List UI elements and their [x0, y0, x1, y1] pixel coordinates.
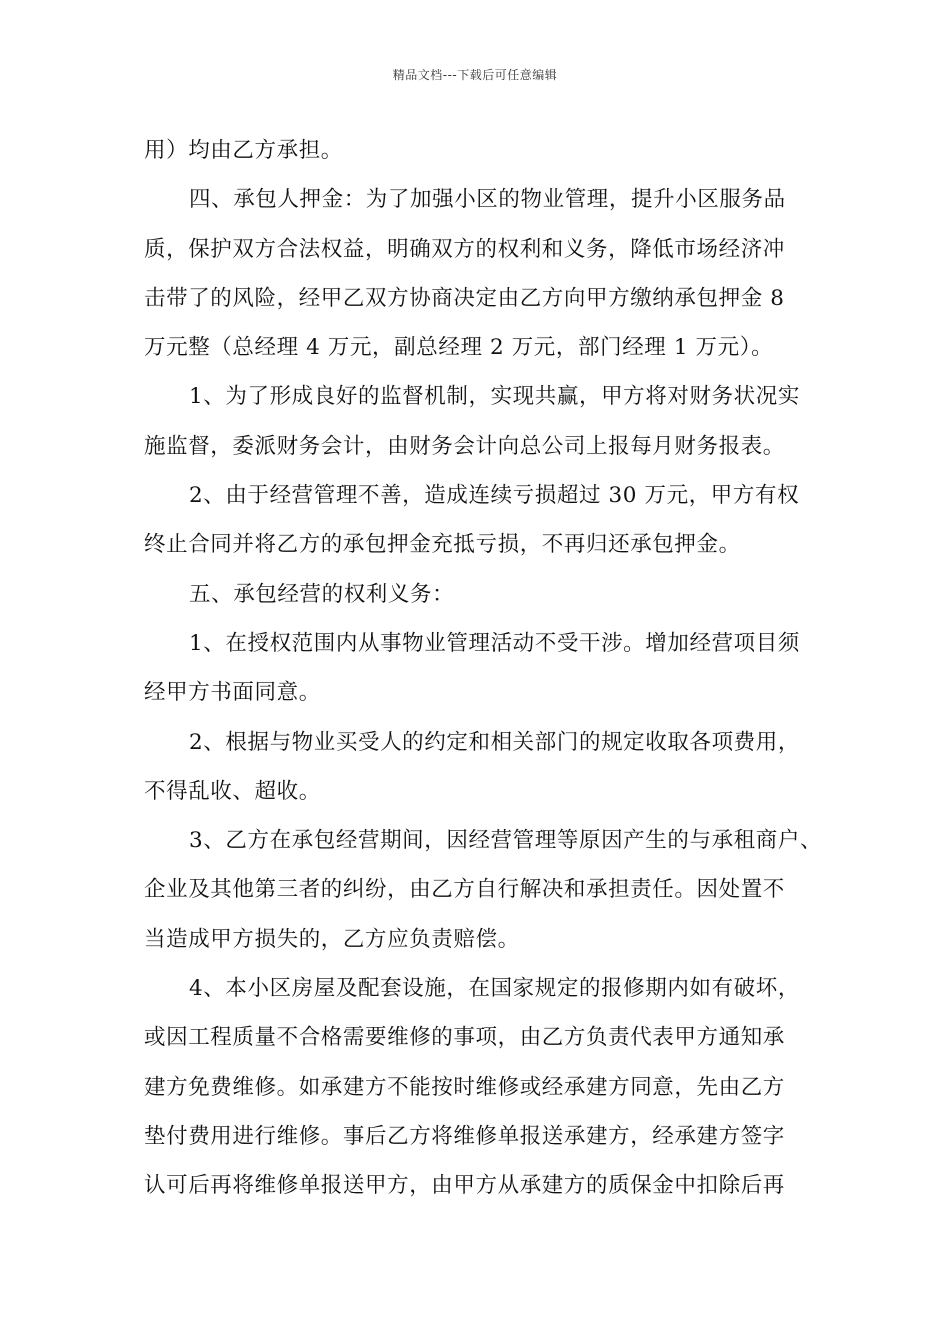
text-line: 认可后再将维修单报送甲方，由甲方从承建方的质保金中扣除后再: [144, 1173, 785, 1199]
text-line: 击带了的风险，经甲乙双方协商决定由乙方向甲方缴纳承包押金 8: [144, 285, 785, 311]
text-line: 或因工程质量不合格需要维修的事项，由乙方负责代表甲方通知承: [144, 1025, 785, 1051]
text-line: 1、为了形成良好的监督机制，实现共赢，甲方将对财务状况实: [189, 384, 800, 410]
text-line: 用）均由乙方承担。: [144, 138, 343, 163]
text-line: 2、由于经营管理不善，造成连续亏损超过 30 万元，甲方有权: [189, 483, 800, 509]
text-line: 垫付费用进行维修。事后乙方将维修单报送承建方，经承建方签字: [144, 1123, 785, 1149]
text-line: 质，保护双方合法权益，明确双方的权利和义务，降低市场经济冲: [144, 236, 785, 262]
text-line: 4、本小区房屋及配套设施，在国家规定的报修期内如有破坏，: [189, 976, 800, 1002]
page-header: 精品文档---下载后可任意编辑: [392, 68, 558, 82]
document-body: [144, 131, 823, 1216]
text-line: 不得乱收、超收。: [144, 778, 321, 804]
text-line: 3、乙方在承包经营期间，因经营管理等原因产生的与承租商户、: [189, 828, 823, 854]
text-line: 建方免费维修。如承建方不能按时维修或经承建方同意，先由乙方: [144, 1074, 785, 1100]
text-line: 施监督，委派财务会计，由财务会计向总公司上报每月财务报表。: [144, 433, 785, 459]
text-line: 万元整（总经理 4 万元，副总经理 2 万元，部门经理 1 万元）。: [144, 335, 774, 361]
text-line: 1、在授权范围内从事物业管理活动不受干涉。增加经营项目须: [189, 630, 800, 656]
text-line: 企业及其他第三者的纠纷，由乙方自行解决和承担责任。因处置不: [144, 877, 785, 903]
text-line: 终止合同并将乙方的承包押金充抵亏损，不再归还承包押金。: [144, 532, 741, 558]
text-line: 2、根据与物业买受人的约定和相关部门的规定收取各项费用，: [189, 729, 800, 755]
text-line: 当造成甲方损失的，乙方应负责赔偿。: [144, 926, 520, 952]
text-line: 五、承包经营的权利义务：: [189, 581, 455, 607]
text-line: 四、承包人押金：为了加强小区的物业管理，提升小区服务品: [189, 187, 786, 213]
text-line: 经甲方书面同意。: [144, 680, 321, 706]
